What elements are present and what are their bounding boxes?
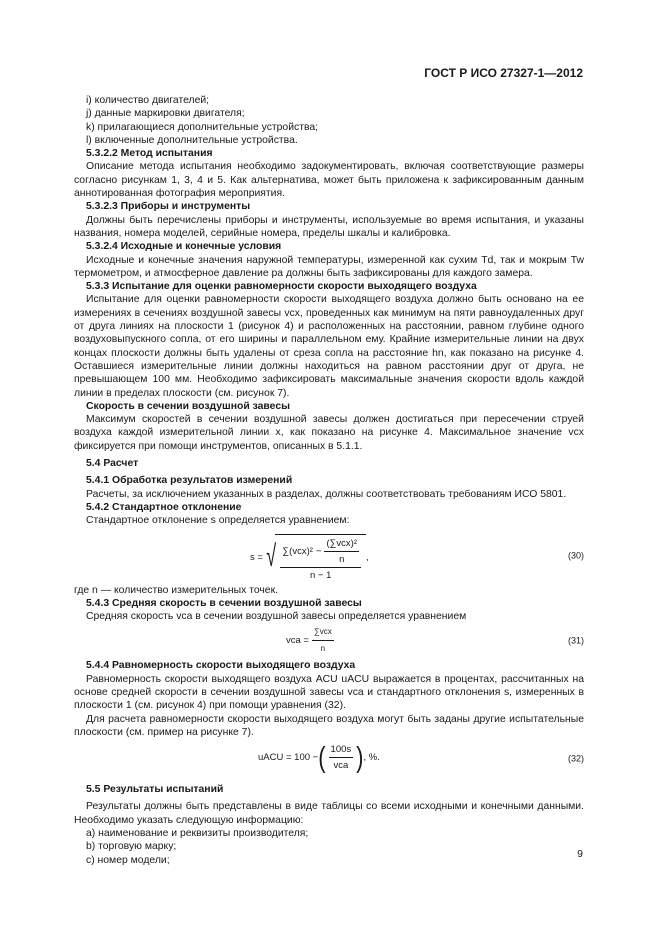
list-item-a: a) наименование и реквизиты производителя;: [86, 828, 309, 840]
paragraph-5-4-2-after: где n — количество измерительных точек.: [74, 584, 279, 596]
heading-5-3-2-4: 5.3.2.4 Исходные и конечные условия: [86, 241, 282, 253]
heading-5-3-2-2: 5.3.2.2 Метод испытания: [86, 148, 213, 160]
eq30-minus: −: [315, 545, 322, 557]
heading-5-4-3: 5.4.3 Средняя скорость в сечении воздушной завесы: [86, 597, 362, 609]
list-item-k: k) прилагающиеся дополнительные устройства;: [86, 121, 319, 133]
equation-31: [74, 623, 584, 659]
eq30-denominator: n − 1: [310, 570, 332, 582]
paragraph-5-3-2-2: Описание метода испытания необходимо задокументировать, включая соответствующие размеры согласно рисункам 1, 3, 4 и 5. Как альтернатива, может быть приложена к зафиксированным данным аннотированная фотография мероприятия.: [74, 161, 584, 200]
eq30-sum-squares: ∑(vcx)²: [282, 545, 313, 557]
eq31-denominator: n: [320, 643, 326, 653]
heading-5-3-3: 5.3.3 Испытание для оценки равномерности скорости выходящего воздуха: [86, 281, 477, 293]
paragraph-5-4-2-intro: Стандартное отклонение s определяется уравнением:: [86, 515, 350, 527]
heading-5-3-2-3: 5.3.2.3 Приборы и инструменты: [86, 201, 251, 213]
heading-5-4-4: 5.4.4 Равномерность скорости выходящего воздуха: [86, 660, 356, 672]
heading-5-4: 5.4 Расчет: [86, 458, 139, 470]
list-item-b: b) торговую марку;: [86, 841, 177, 853]
eq32-numerator: 100s: [329, 743, 354, 758]
list-item-j: j) данные маркировки двигателя;: [86, 108, 245, 120]
eq32-tail: , %.: [363, 752, 380, 764]
paragraph-5-3-3: Испытание для оценки равномерности скорости выходящего воздуха должно быть основано на ее измерениях в сечениях воздушной завесы vcx, проведенных как минимум на пяти равноудаленных друг от друга линиях на плоскости 1 (рисунок 4) и расположенных на расстоянии, равном глубине одного воздуховыпускного сопла, от его ширины и параллельном ему. Крайние измерительные линии на двух концах плоскости должны быть удалены от среза сопла на расстояние hn, как показано на рисунке 4. Оставшиеся измерительные линии должны находиться на равном расстоянии друг от друга, не превышающем 100 мм. Необходимо зафиксировать максимальные значения скорости вдоль каждой линии в пределах плоскости (см. рисунок 7).: [74, 294, 584, 399]
paragraph-5-4-4-b: Для расчета равномерности скорости выходящего воздуха могут быть заданы другие испытательные плоскости (см. пример на рисунке 7).: [74, 713, 584, 738]
heading-5-4-1: 5.4.1 Обработка результатов измерений: [86, 475, 293, 487]
paragraph-5-4-4: Равномерность скорости выходящего воздуха ACU uACU выражается в процентах, рассчитанных на основе средней скорости в сечении воздушной завесы vca и стандартного отклонения s, измеренных в плоскости 1 (см. рисунок 4) при помощи уравнения (32).: [74, 673, 584, 712]
heading-5-4-2: 5.4.2 Стандартное отклонение: [86, 501, 242, 513]
paragraph-5-3-2-3: Должны быть перечислены приборы и инструменты, используемые во время испытания, и указаны названия, номера моделей, серийные номера, пределы шкалы и калибровка.: [74, 214, 584, 239]
eq30-inner-denominator: n: [339, 553, 345, 565]
page-content: [74, 94, 584, 867]
paragraph-5-5: Результаты должны быть представлены в виде таблицы со всеми исходными и конечными данными. Необходимо указать следующую информацию:: [74, 801, 584, 826]
paragraph-5-3-2-4: Исходные и конечные значения наружной температуры, измеренной как сухим Td, так и мокрым Tw термометром, и атмосферное давление pa должны быть зафиксированы для каждого замера.: [74, 254, 584, 279]
equation-30: s = √ ∑(vcx)² − $\frac{\text{(∑vcx)²}}{n}$ n − 1 , (30): [74, 528, 584, 584]
page-number: 9: [577, 848, 583, 860]
paragraph-5-4-3: Средняя скорость vca в сечении воздушной завесы определяется уравнением: [86, 611, 467, 623]
list-item-l: l) включенные дополнительные устройства.: [86, 134, 298, 146]
eq30-lhs: s =: [250, 552, 263, 564]
eq32-lhs: uACU = 100 −: [258, 752, 319, 764]
paragraph-airflow-speed: Максимум скоростей в сечении воздушной завесы должен достигаться при пересечении струей воздуха каждой измерительной линии x, как показано на рисунке 4. Максимальное значение vcx фиксируется при помощи инструментов, описанных в 5.1.1.: [74, 414, 584, 452]
heading-airflow-speed: Скорость в сечении воздушной завесы: [86, 400, 290, 412]
equation-number-31: (31): [567, 635, 584, 646]
eq31-numerator: ∑vcx: [312, 625, 334, 640]
equation-32: uACU = 100 − ( $\frac{100s}{\text{vca}}$ ) , %. (32): [258, 741, 584, 774]
eq30-tail: ,: [366, 552, 369, 564]
equation-number-32: (32): [567, 753, 584, 764]
list-item-i: i) количество двигателей;: [86, 95, 210, 106]
document-header: ГОСТ Р ИСО 27327-1—2012: [424, 66, 583, 80]
eq30-inner-numerator: (∑vcx)²: [324, 537, 359, 552]
eq32-denominator: vca: [333, 760, 349, 772]
eq31-lhs: vca =: [286, 634, 309, 646]
list-item-c: c) номер модели;: [86, 854, 170, 866]
paragraph-5-4-1: Расчеты, за исключением указанных в разделах, должны соответствовать требованиям ИСО 5801.: [86, 488, 567, 500]
equation-number-30: (30): [567, 549, 584, 560]
heading-5-5: 5.5 Результаты испытаний: [86, 784, 224, 796]
